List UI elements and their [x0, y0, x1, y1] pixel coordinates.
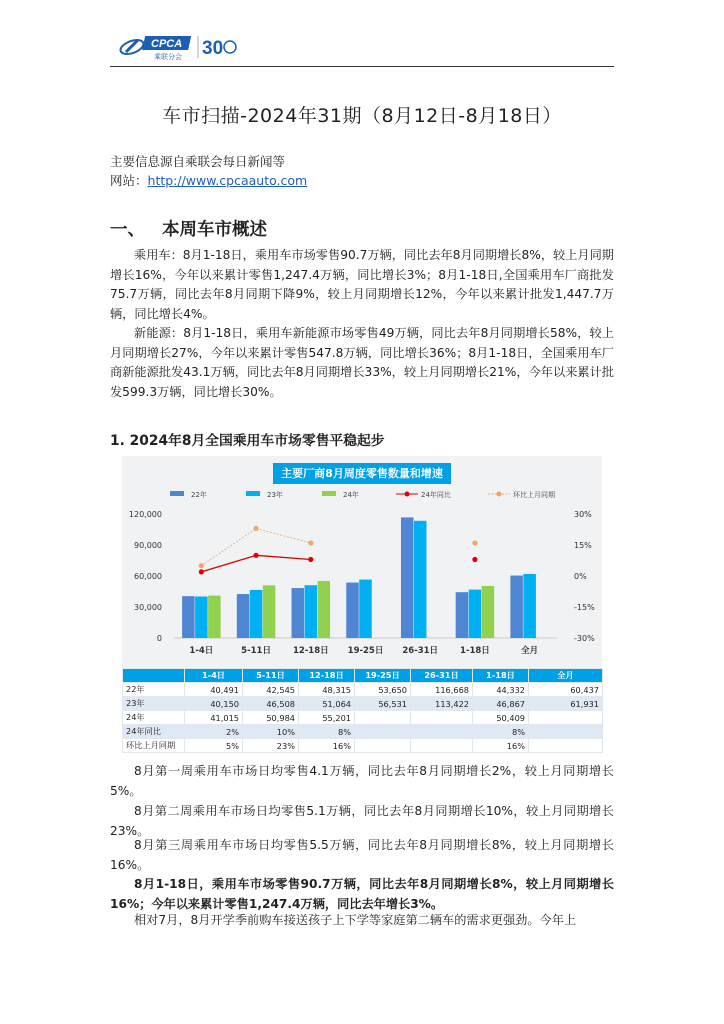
chart-data-table: [122, 668, 603, 753]
table-cell: 5%: [185, 739, 243, 753]
table-header-cell: 1-18日: [473, 669, 529, 683]
week1-text: 8月第一周乘用车市场日均零售4.1万辆，同比去年8月同期增长2%，较上月同期增长5%。: [110, 764, 614, 798]
table-cell: 41,015: [185, 711, 243, 725]
table-cell: 40,491: [185, 683, 243, 697]
week3-text: 8月第三周乘用车市场日均零售5.5万辆，同比去年8月同期增长8%，较上月同期增长16%。: [110, 838, 614, 872]
source-line: 主要信息源自乘联会每日新闻等: [110, 154, 286, 169]
header-divider: [110, 66, 614, 67]
legend-label: 环比上月同期: [513, 491, 555, 499]
table-header-row: [123, 669, 603, 683]
point-环比上月同期: [199, 563, 204, 568]
table-cell: 42,545: [243, 683, 299, 697]
legend-marker-24年同比: [405, 492, 410, 497]
legend-label: 24年同比: [421, 491, 451, 499]
nev-summary: 新能源：8月1-18日，乘用车新能源市场零售49万辆，同比去年8月同期增长58%，较上月同期增长27%，今年以来累计零售547.8万辆，同比增长36%；8月1-18日，全国乘用车厂商新能源批发43.1万辆，同比去年8月同期增长33%，较上月同期增长21%，今年以来累计批发599.3万辆，同比增长30%。: [110, 326, 614, 399]
table-header-cell: 全月: [529, 669, 603, 683]
table-row: [123, 739, 603, 753]
legend-marker-环比上月同期: [497, 492, 502, 497]
table-cell: [411, 725, 473, 739]
point-环比上月同期: [253, 526, 258, 531]
table-cell: 16%: [473, 739, 529, 753]
table-row-label: 24年: [123, 711, 185, 725]
bar-22年: [346, 583, 359, 638]
table-cell: [355, 725, 411, 739]
table-row-label: 22年: [123, 683, 185, 697]
line-环比上月同期: [201, 528, 310, 565]
document-title: 车市扫描-2024年31期（8月12日-8月18日）: [162, 105, 562, 127]
table-cell: [529, 711, 603, 725]
table-row: [123, 697, 603, 711]
legend-swatch-24年: [322, 491, 336, 496]
website-label: 网站：: [110, 173, 148, 188]
bar-23年: [195, 597, 208, 638]
x-tick-label: 1-4日: [189, 646, 214, 656]
x-tick-label: 12-18日: [292, 646, 329, 656]
table-cell: 44,332: [473, 683, 529, 697]
table-cell: 8%: [299, 725, 355, 739]
anniversary-logo: 30: [202, 38, 224, 59]
table-cell: 23%: [243, 739, 299, 753]
bar-23年: [250, 590, 262, 638]
table-row-label: 24年同比: [123, 725, 185, 739]
weekly-retail-chart: [122, 484, 602, 668]
y2-tick-label: 0%: [574, 572, 587, 581]
subsection-heading: 1. 2024年8月全国乘用车市场零售平稳起步: [110, 433, 385, 449]
table-row: [123, 683, 603, 697]
table-cell: 53,650: [355, 683, 411, 697]
website-line: [110, 171, 307, 190]
analysis-text: 相对7月，8月开学季前购车接送孩子上下学等家庭第二辆车的需求更强劲。今年上: [134, 913, 577, 927]
point-24年同比: [472, 557, 477, 562]
week2-text: 8月第二周乘用车市场日均零售5.1万辆，同比去年8月同期增长10%，较上月同期增长23%。: [110, 804, 614, 838]
legend-label: 22年: [191, 491, 207, 499]
point-环比上月同期: [308, 540, 313, 545]
bar-22年: [510, 576, 522, 638]
table-cell: 60,437: [529, 683, 603, 697]
table-cell: 116,668: [411, 683, 473, 697]
bar-23年: [305, 585, 318, 638]
table-header-cell: 19-25日: [355, 669, 411, 683]
y-tick-label: 120,000: [128, 510, 162, 519]
section-heading: [110, 216, 267, 241]
table-cell: [411, 739, 473, 753]
table-cell: [529, 739, 603, 753]
bar-23年: [414, 521, 427, 638]
y-tick-label: 0: [156, 634, 162, 643]
table-cell: 50,984: [243, 711, 299, 725]
bar-22年: [237, 594, 250, 638]
point-24年同比: [308, 557, 313, 562]
x-tick-label: 5-11日: [241, 646, 271, 656]
table-row-label: 23年: [123, 697, 185, 711]
table-header-cell: 5-11日: [243, 669, 299, 683]
x-tick-label: 19-25日: [347, 646, 384, 656]
table-cell: [411, 711, 473, 725]
table-header-cell: [123, 669, 185, 683]
x-tick-label: 26-31日: [402, 646, 439, 656]
x-tick-label: 1-18日: [460, 646, 490, 656]
legend-swatch-23年: [246, 491, 260, 496]
table-cell: 40,150: [185, 697, 243, 711]
legend-label: 24年: [343, 491, 359, 499]
bar-24年: [482, 586, 495, 638]
bar-24年: [208, 596, 221, 638]
table-cell: 8%: [473, 725, 529, 739]
table-cell: 48,315: [299, 683, 355, 697]
chart-title: 主要厂商8月周度零售数量和增速: [273, 463, 451, 484]
table-cell: 2%: [185, 725, 243, 739]
bar-22年: [456, 592, 469, 638]
y-tick-label: 30,000: [134, 603, 162, 612]
y-tick-label: 60,000: [134, 572, 162, 581]
table-cell: 16%: [299, 739, 355, 753]
table-cell: 46,867: [473, 697, 529, 711]
table-header-cell: 26-31日: [411, 669, 473, 683]
table-cell: 61,931: [529, 697, 603, 711]
table-cell: 46,508: [243, 697, 299, 711]
bar-22年: [182, 596, 195, 638]
table-row: [123, 711, 603, 725]
point-24年同比: [199, 569, 204, 574]
logo-subtitle: 乘联分会: [154, 53, 182, 61]
table-row: [123, 725, 603, 739]
monthly-summary-bold: 8月1-18日，乘用车市场零售90.7万辆，同比去年8月同期增长8%，较上月同期增长16%；今年以来累计零售1,247.4万辆，同比去年增长3%。: [110, 877, 614, 911]
website-link[interactable]: http://www.cpcaauto.com: [147, 173, 308, 188]
logo-text: CPCA: [151, 38, 183, 50]
bar-23年: [359, 580, 372, 638]
point-环比上月同期: [472, 540, 477, 545]
y2-tick-label: -15%: [574, 603, 595, 612]
table-cell: 50,409: [473, 711, 529, 725]
table-cell: [355, 711, 411, 725]
table-cell: 51,064: [299, 697, 355, 711]
bar-23年: [523, 574, 536, 638]
table-cell: 56,531: [355, 697, 411, 711]
passenger-car-summary: 乘用车：8月1-18日，乘用车市场零售90.7万辆，同比去年8月同期增长8%，较上月同期增长16%，今年以来累计零售1,247.4万辆，同比增长3%；8月1-18日,全国乘用车厂商批发75.7万辆，同比去年8月同期下降9%，较上月同期增长12%，今年以来累计批发1,447.7万辆，同比增长4%。: [110, 248, 614, 321]
bar-22年: [401, 517, 414, 638]
bar-22年: [292, 588, 305, 638]
point-24年同比: [253, 553, 258, 558]
source-info: [110, 152, 307, 190]
y2-tick-label: 15%: [574, 541, 592, 550]
y2-tick-label: 30%: [574, 510, 592, 519]
table-header-cell: 1-4日: [185, 669, 243, 683]
table-cell: [529, 725, 603, 739]
table-cell: 55,201: [299, 711, 355, 725]
table-cell: 113,422: [411, 697, 473, 711]
bar-24年: [318, 581, 331, 638]
y2-tick-label: -30%: [574, 634, 595, 643]
cpca-logo: [118, 32, 243, 62]
section-title: 本周车市概述: [162, 220, 267, 240]
section-number: 一、: [110, 220, 145, 240]
x-tick-label: 全月: [521, 646, 539, 656]
bar-24年: [263, 585, 276, 638]
table-header-cell: 12-18日: [299, 669, 355, 683]
table-cell: 10%: [243, 725, 299, 739]
table-cell: [355, 739, 411, 753]
legend-swatch-22年: [170, 491, 184, 496]
y-tick-label: 90,000: [134, 541, 162, 550]
bar-23年: [469, 590, 482, 638]
table-row-label: 环比上月同期: [123, 739, 185, 753]
legend-label: 23年: [267, 491, 283, 499]
